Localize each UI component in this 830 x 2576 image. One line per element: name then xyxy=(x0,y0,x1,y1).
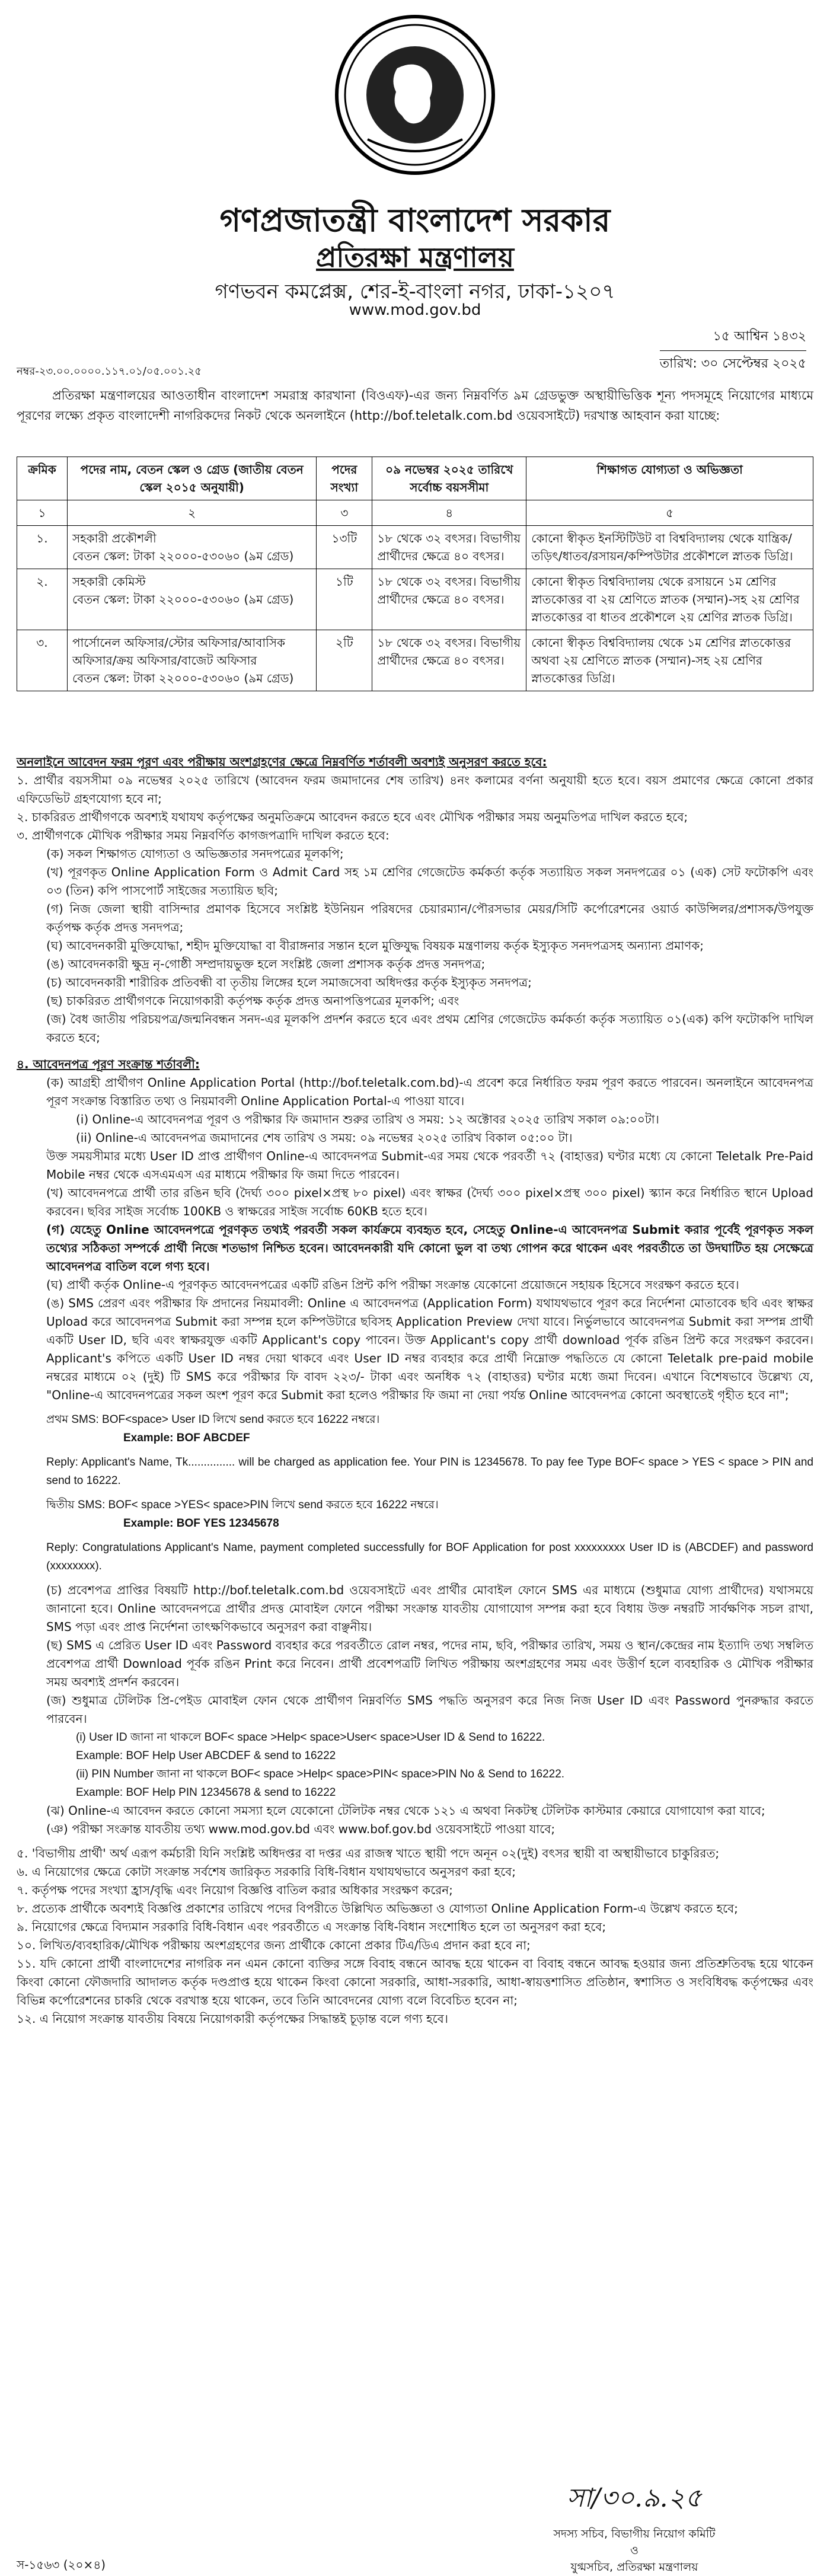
conditions-section xyxy=(17,753,813,2028)
condition-10: ১০. লিখিত/ব্যবহারিক/মৌখিক পরীক্ষায় অংশগ্রহণের জন্য প্রার্থীকে কোনো প্রকার টিএ/ডিএ প্রদান করা হবে না; xyxy=(17,1938,531,1952)
document-item: (গ) নিজ জেলা স্থায়ী বাসিন্দার প্রমাণক হিসেবে সংশ্লিষ্ট ইউনিয়ন পরিষদের চেয়ারম্যান/পৌরসভার মেয়র/সিটি কর্পোরেশনের ওয়ার্ড কাউন্সিলর/প্রশাসক/উপযুক্ত কর্তৃপক্ষ কর্তৃক প্রদত্ত সনদপত্র; xyxy=(46,902,813,934)
condition-4-ja: (জ) শুধুমাত্র টেলিটক প্রি-পেইড মোবাইল ফোন থেকে প্রার্থীগণ নিম্নবর্ণিত SMS পদ্ধতি অনুসরণ করে নিজ নিজ User ID এবং Password পুনরুদ্ধার করতে পারবেন। xyxy=(46,1693,813,1726)
condition-4-cha: (ছ) SMS এ প্রেরিত User ID এবং Password ব্যবহার করে পরবর্তীতে রোল নম্বর, পদের নাম, ছবি, পরীক্ষার তারিখ, সময় ও স্থান/কেন্দ্রের নাম ইত্যাদি তথ্য সম্বলিত প্রবেশপত্র প্রার্থী Download পূর্বক রঙিন Print করে নিবেন। প্রার্থী প্রবেশপত্রটি লিখিত পরীক্ষায় অংশগ্রহণের সময় এবং উত্তীর্ণ হলে ব্যবহারিক ও মৌখিক পরীক্ষার সময় অবশ্যই প্রদর্শন করবেন। xyxy=(46,1638,813,1689)
sms-second-label: দ্বিতীয় SMS: BOF< space >YES< space>PIN লিখে send করতে হবে 16222 নম্বরে। xyxy=(46,1499,439,1511)
table-row xyxy=(17,526,813,569)
document-item: (ঙ) আবেদনকারী ক্ষুদ্র নৃ-গোষ্ঠী সম্প্রদায়ভুক্ত হলে সংশ্লিষ্ট জেলা প্রশাসক কর্তৃক প্রদত্ত সনদপত্র; xyxy=(46,957,486,971)
sms-first-example: Example: BOF ABCDEF xyxy=(123,1432,250,1444)
footer-code: স-১৫৬৩ (২০×৪) xyxy=(17,2558,106,2572)
document-item: (ছ) চাকরিরত প্রার্থীগণকে নিয়োগকারী কর্তৃপক্ষ কর্তৃক প্রদত্ত অনাপত্তিপত্রের মূলকপি; এবং xyxy=(46,994,459,1008)
qualification-cell: কোনো স্বীকৃত ইনস্টিটিউট বা বিশ্ববিদ্যালয় থেকে যান্ত্রিক/তড়িৎ/ধাতব/রসায়ন/কম্পিউটার প্রকৌশলে স্নাতক ডিগ্রি। xyxy=(526,526,813,569)
condition-11: ১১. যদি কোনো প্রার্থী বাংলাদেশের নাগরিক নন এমন কোনো ব্যক্তির সঙ্গে বিবাহ বন্ধনে আবদ্ধ হয়ে থাকেন বা বিবাহ বন্ধনে আবদ্ধ হওয়ার জন্য প্রতিশ্রুতিবদ্ধ হয়ে থাকেন কিংবা কোনো ফৌজদারি আদালত কর্তৃক দণ্ডপ্রাপ্ত হয়ে থাকেন কিংবা কোনো সরকারি, আধা-সরকারি, আধা-স্বায়ত্তশাসিত প্রতিষ্ঠান, স্বশাসিত ও সংবিধিবদ্ধ কর্তৃপক্ষের এবং বিভিন্ন কর্পোরেশনের চাকরি থেকে বরখাস্ত হয়ে থাকেন, তবে তিনি আবেদনের যোগ্য বলে বিবেচিত হবেন না; xyxy=(17,1956,813,2007)
post-cell xyxy=(67,630,316,691)
post-name: পার্সোনেল অফিসার/স্টোর অফিসার/আবাসিক অফিসার/ক্রয় অফিসার/বাজেট অফিসার xyxy=(72,636,286,668)
serial-cell: ২. xyxy=(17,569,68,630)
age-cell: ১৮ থেকে ৩২ বৎসর। বিভাগীয় প্রার্থীদের ক্ষেত্রে ৪০ বৎসর। xyxy=(372,630,526,691)
condition-1: ১. প্রার্থীর বয়সসীমা ০৯ নভেম্বর ২০২৫ তারিখে (আবেদন ফরম জমাদানের শেষ তারিখ) ৪নং কলামের বর্ণনা অনুযায়ী হতে হবে। বয়স প্রমাণের ক্ষেত্রে কোনো প্রকার এফিডেভিট গ্রহণযোগ্য হবে না; xyxy=(17,773,813,806)
condition-4-nio: (ঞ) পরীক্ষা সংক্রান্ত যাবতীয় তথ্য www.mod.gov.bd এবং www.bof.gov.bd ওয়েবসাইটে পাওয়া যাবে; xyxy=(46,1822,556,1836)
recover-user-id-example: Example: BOF Help User ABCDEF & send to 16222 xyxy=(76,1750,336,1762)
condition-5: ৫. 'বিভাগীয় প্রার্থী' অর্থ এরূপ কর্মচারী যিনি সংশ্লিষ্ট অধিদপ্তর বা দপ্তর এর রাজস্ব খাতে স্থায়ী পদে অনূন ০২(দুই) বৎসর স্থায়ী বা অস্থায়ীভাবে চাকুরিরত; xyxy=(17,1846,720,1860)
memo-number: নম্বর-২৩.০০.০০০০.১১৭.০১/০৫.০০১.২৫ xyxy=(17,365,202,378)
column-number: ৪ xyxy=(372,500,526,526)
condition-4-ca: (চ) প্রবেশপত্র প্রাপ্তির বিষয়টি http://bof.teletalk.com.bd ওয়েবসাইটে এবং প্রার্থীর মোবাইল ফোনে SMS এর মাধ্যমে (শুধুমাত্র যোগ্য প্রার্থীদের) যথাসময়ে জানানো হবে। Online আবেদনপত্রে প্রার্থীর প্রদত্ত মোবাইল ফোনে পরীক্ষা সংক্রান্ত যাবতীয় যোগাযোগ সম্পন্ন করা হবে বিধায় উক্ত নম্বরটি সার্বক্ষণিক সচল রাখা, SMS পড়া এবং প্রাপ্ত নির্দেশনা তাৎক্ষণিকভাবে অনুসরণ করা বাঞ্ছনীয়। xyxy=(46,1583,813,1634)
condition-9: ৯. নিয়োগের ক্ষেত্রে বিদ্যমান সরকারি বিধি-বিধান এবং পরবর্তীতে এ সংক্রান্ত বিধি-বিধান সংশোধিত হলে তা অনুসরণ করা হবে; xyxy=(17,1920,606,1934)
post-name: সহকারী কেমিস্ট xyxy=(72,574,146,589)
condition-4-ka-i: (i) Online-এ আবেদনপত্র পূরণ ও পরীক্ষার ফি জমাদান শুরুর তারিখ ও সময়: ১২ অক্টোবর ২০২৫ তারিখ সকাল ০৯:০০টা। xyxy=(76,1112,659,1126)
condition-3: ৩. প্রার্থীগণকে মৌখিক পরীক্ষার সময় নিম্নবর্ণিত কাগজপত্রাদি দাখিল করতে হবে: xyxy=(17,828,390,842)
post-name: সহকারী প্রকৌশলী xyxy=(72,531,157,545)
condition-6: ৬. এ নিয়োগের ক্ষেত্রে কোটা সংক্রান্ত সর্বশেষ জারিকৃত সরকারি বিধি-বিধান যথাযথভাবে অনুসরণ করা হবে; xyxy=(17,1865,516,1879)
condition-8: ৮. প্রত্যেক প্রার্থীকে অবশ্যই বিজ্ঞপ্তি প্রকাশের তারিখে পদের বিপরীতে উল্লিখিত অভিজ্ঞতা ও যোগ্যতা Online Application Form-এ উল্লেখ করতে হবে; xyxy=(17,1901,738,1916)
condition-4-ka: (ক) আগ্রহী প্রার্থীগণ Online Application Portal (http://bof.teletalk.com.bd)-এ প্রবেশ করে নির্ধারিত ফরম পূরণ করতে পারবেন। অনলাইনে আবেদনপত্র পূরণ সংক্রান্ত বিস্তারিত তথ্য ও নিয়মাবলী Online Application Portal-এ পাওয়া যাবে। xyxy=(46,1075,813,1108)
recover-pin: (ii) PIN Number জানা না থাকলে BOF< space >Help< space>PIN< space>PIN No & Send to 16222. xyxy=(76,1768,565,1780)
table-header-row xyxy=(17,457,813,500)
count-cell: ১টি xyxy=(317,569,372,630)
signatory-line-1: সদস্য সচিব, বিভাগীয় নিয়োগ কমিটি xyxy=(553,2527,716,2540)
column-number: ৫ xyxy=(526,500,813,526)
condition-7: ৭. কর্তৃপক্ষ পদের সংখ্যা হ্রাস/বৃদ্ধি এবং নিয়োগ বিজ্ঞপ্তি বাতিল করার অধিকার সংরক্ষণ করেন; xyxy=(17,1883,453,1897)
condition-2: ২. চাকরিরত প্রার্থীগণকে অবশ্যই যথাযথ কর্তৃপক্ষের অনুমতিক্রমে আবেদন করতে হবে এবং মৌখিক পরীক্ষার সময় অনুমতিপত্র দাখিল করতে হবে; xyxy=(17,810,688,824)
table-row xyxy=(17,630,813,691)
government-title: গণপ্রজাতন্ত্রী বাংলাদেশ সরকার xyxy=(219,201,611,239)
condition-4-gha: (ঘ) প্রার্থী কর্তৃক Online-এ পূরণকৃত আবেদনপত্রের একটি রঙিন প্রিন্ট কপি পরীক্ষা সংক্রান্ত যেকোনো প্রয়োজনে সহায়ক হিসেবে সংরক্ষণ করতে হবে। xyxy=(46,1278,739,1292)
sms-first-label: প্রথম SMS: BOF<space> User ID লিখে send করতে হবে 16222 নম্বরে। xyxy=(46,1413,380,1426)
condition-12: ১২. এ নিয়োগ সংক্রান্ত যাবতীয় বিষয়ে নিয়োগকারী কর্তৃপক্ষের সিদ্ধান্তই চূড়ান্ত বলে গণ্য হবে। xyxy=(17,2012,448,2026)
condition-4-jha: (ঝ) Online-এ আবেদন করতে কোনো সমস্যা হলে যেকোনো টেলিটক নম্বর থেকে ১২১ এ অথবা নিকটস্থ টেলিটক কাস্টমার কেয়ারে যোগাযোগ করা যাবে; xyxy=(46,1803,765,1818)
qualification-cell: কোনো স্বীকৃত বিশ্ববিদ্যালয় থেকে রসায়নে ১ম শ্রেণির স্নাতকোত্তর বা ২য় শ্রেণিতে স্নাতক (সম্মান)-সহ ২য় শ্রেণির স্নাতকোত্তর বা ধাতব প্রকৌশলে ২য় শ্রেণির স্নাতক ডিগ্রি। xyxy=(526,569,813,630)
condition-4-kha: (খ) আবেদনপত্রে প্রার্থী তার রঙিন ছবি (দৈর্ঘ্য ৩০০ pixel×প্রস্থ ৮০ pixel) এবং স্বাক্ষর (দৈর্ঘ্য ৩০০ pixel×প্রস্থ ৩০০ pixel) স্ক্যান করে নির্ধারিত স্থানে Upload করবেন। ছবির সাইজ সর্বোচ্চ 100KB ও স্বাক্ষরের সাইজ সর্বোচ্চ 60KB হতে হবে। xyxy=(46,1186,813,1218)
document-item: (খ) পূরণকৃত Online Application Form ও Admit Card সহ ১ম শ্রেণির গেজেটেড কর্মকর্তা কর্তৃক সত্যায়িত সকল সনদপত্রের ০১ (এক) সেট ফটোকপি এবং ০৩ (তিন) কপি পাসপোর্ট সাইজের সত্যায়িত ছবি; xyxy=(46,865,813,898)
date-bangla: ১৫ আশ্বিন ১৪৩২ xyxy=(713,329,806,344)
pay-scale: বেতন স্কেল: টাকা ২২০০০-৫৩০৬০ (৯ম গ্রেড) xyxy=(72,671,294,685)
intro-paragraph: প্রতিরক্ষা মন্ত্রণালয়ের আওতাধীন বাংলাদেশ সমরাস্ত্র কারখানা (বিওএফ)-এর জন্য নিম্নবর্ণিত ৯ম গ্রেডভুক্ত অস্থায়ীভিত্তিক শূন্য পদসমূহে নিয়োগের মাধ্যমে পূরণের লক্ষ্যে প্রকৃত বাংলাদেশী নাগরিকদের নিকট থেকে অনলাইনে (http://bof.teletalk.com.bd ওয়েবসাইটে) দরখাস্ত আহবান করা যাচ্ছে: xyxy=(17,388,813,423)
table-row xyxy=(17,569,813,630)
column-number: ১ xyxy=(17,500,68,526)
condition-4-ka-tail: উক্ত সময়সীমার মধ্যে User ID প্রাপ্ত প্রার্থীগণ Online-এ আবেদনপত্র Submit-এর সময় থেকে পরবর্তী ৭২ (বাহাত্তর) ঘণ্টার মধ্যে যে কোনো Teletalk Pre-Paid Mobile নম্বর থেকে এসএমএস এর মাধ্যমে পরীক্ষার ফি জমা দিতে পারবেন। xyxy=(46,1149,813,1182)
office-address: গণভবন কমপ্লেক্স, শের-ই-বাংলা নগর, ঢাকা-১২০৭ xyxy=(215,280,615,304)
header-cell: পদের নাম, বেতন স্কেল ও গ্রেড (জাতীয় বেতন স্কেল ২০১৫ অনুযায়ী) xyxy=(67,457,316,500)
posts-table xyxy=(17,457,813,691)
condition-4-ka-ii: (ii) Online-এ আবেদনপত্র জমাদানের শেষ তারিখ ও সময়: ০৯ নভেম্বর ২০২৫ তারিখ বিকাল ০৫:০০ টা। xyxy=(76,1131,573,1145)
condition-4: ৪. আবেদনপত্র পূরণ সংক্রান্ত শর্তাবলী: xyxy=(17,1057,200,1071)
condition-4-uma: (ঙ) SMS প্রেরণ এবং পরীক্ষার ফি প্রদানের নিয়মাবলী: Online এ আবেদনপত্র (Application Form) যথাযথভাবে পূরণ করে নির্দেশনা মোতাবেক ছবি এবং স্বাক্ষর Upload করে আবেদনপত্র Submit করা সম্পন্ন হলে কম্পিউটারে ছবিসহ Application Preview দেখা যাবে। নির্ভুলভাবে আবেদনপত্র Submit করা সম্পন্ন প্রার্থী একটি User ID, ছবি এবং স্বাক্ষরযুক্ত একটি Applicant's copy পাবেন। উক্ত Applicant's copy প্রার্থী download পূর্বক রঙিন প্রিন্ট করে সংরক্ষণ করবেন। Applicant's কপিতে একটি User ID নম্বর দেয়া থাকবে এবং User ID নম্বর ব্যবহার করে প্রার্থী নিম্নোক্ত পদ্ধতিতে যে কোনো Teletalk pre-paid mobile নম্বরের মাধ্যমে ০২ (দুই) টি SMS করে পরীক্ষার ফি বাবদ ২২৩/- টাকা এবং অনধিক ৭২ (বাহাত্তর) ঘণ্টার মধ্যে জমা দিবেন। এখানে বিশেষভাবে উল্লেখ্য যে, "Online-এ আবেদনপত্রের সকল অংশ পূরণ করে Submit করা হলেও পরীক্ষার ফি জমা না দেয়া পর্যন্ত Online আবেদনপত্র কোনো অবস্থাতেই গৃহীত হবে না"; xyxy=(46,1296,813,1402)
signatory-line-3: যুগ্মসচিব, প্রতিরক্ষা মন্ত্রণালয় xyxy=(570,2561,698,2574)
count-cell: ২টি xyxy=(317,630,372,691)
pay-scale: বেতন স্কেল: টাকা ২২০০০-৫৩০৬০ (৯ম গ্রেড) xyxy=(72,592,294,607)
government-seal-icon xyxy=(332,12,498,178)
sms-second-reply: Reply: Congratulations Applicant's Name, payment completed successfully for BOF Application for post xxxxxxxxx User ID is (ABCDEF) and password (xxxxxxxx). xyxy=(46,1541,813,1572)
recover-pin-example: Example: BOF Help PIN 12345678 & send to 16222 xyxy=(76,1786,336,1799)
qualification-cell: কোনো স্বীকৃত বিশ্ববিদ্যালয় থেকে ১ম শ্রেণির স্নাতকোত্তর অথবা ২য় শ্রেণিতে স্নাতক (সম্মান)-সহ ২য় শ্রেণির স্নাতকোত্তর ডিগ্রি। xyxy=(526,630,813,691)
date-block xyxy=(660,326,806,375)
header-cell: পদের সংখ্যা xyxy=(317,457,372,500)
column-number: ২ xyxy=(67,500,316,526)
document-item: (ঘ) আবেদনকারী মুক্তিযোদ্ধা, শহীদ মুক্তিযোদ্ধা বা বীরাঙ্গনার সন্তান হলে মুক্তিযুদ্ধ বিষয়ক মন্ত্রণালয় কর্তৃক ইস্যুকৃত সনদপত্রসহ অন্যান্য প্রমাণক; xyxy=(46,939,704,953)
signature-block xyxy=(480,2483,788,2575)
post-cell xyxy=(67,526,316,569)
sms-second-example: Example: BOF YES 12345678 xyxy=(123,1517,279,1530)
document-item: (ক) সকল শিক্ষাগত যোগ্যতা ও অভিজ্ঞতার সনদপত্রের মূলকপি; xyxy=(46,847,344,861)
signatory-line-2: ও xyxy=(630,2544,639,2557)
conditions-heading: অনলাইনে আবেদন ফরম পূরণ এবং পরীক্ষায় অংশগ্রহণের ক্ষেত্রে নিম্নবর্ণিত শর্তাবলী অবশ্যই অনুসরণ করতে হবে: xyxy=(17,755,547,769)
age-cell: ১৮ থেকে ৩২ বৎসর। বিভাগীয় প্রার্থীদের ক্ষেত্রে ৪০ বৎসর। xyxy=(372,526,526,569)
count-cell: ১৩টি xyxy=(317,526,372,569)
document-item: (চ) আবেদনকারী শারীরিক প্রতিবন্ধী বা তৃতীয় লিঙ্গের হলে সমাজসেবা অধিদপ্তর কর্তৃক ইস্যুকৃত সনদপত্র; xyxy=(46,975,532,989)
pay-scale: বেতন স্কেল: টাকা ২২০০০-৫৩০৬০ (৯ম গ্রেড) xyxy=(72,549,294,563)
date-label: তারিখ: xyxy=(659,356,697,371)
header-cell: ক্রমিক xyxy=(17,457,68,500)
sms-first-reply: Reply: Applicant's Name, Tk............... will be charged as application fee. Your PIN is 12345678. To pay fee Type BOF< space > YES < space > PIN and send to 16222. xyxy=(46,1456,813,1487)
document-item: (জ) বৈধ জাতীয় পরিচয়পত্র/জন্মনিবন্ধন সনদ-এর মূলকপি প্রদর্শন করতে হবে এবং প্রথম শ্রেণির গেজেটেড কর্মকর্তা কর্তৃক সত্যায়িত ০১(এক) কপি ফটোকপি দাখিল করতে হবে; xyxy=(46,1012,813,1045)
date-english: ৩০ সেপ্টেম্বর ২০২৫ xyxy=(701,356,806,371)
serial-cell: ৩. xyxy=(17,630,68,691)
condition-4-ga: (গ) যেহেতু Online আবেদনপত্রে পূরণকৃত তথ্যই পরবর্তী সকল কার্যক্রমে ব্যবহৃত হবে, সেহেতু Online-এ আবেদনপত্র Submit করার পূর্বেই পূরণকৃত সকল তথ্যের সঠিকতা সম্পর্কে প্রার্থী নিজে শতভাগ নিশ্চিত হবেন। আবেদনকারী যদি কোনো ভুল বা তথ্য গোপন করে থাকেন এবং পরবর্তীতে তা উদঘাটিত হয় সেক্ষেত্রে আবেদনপত্র বাতিল বলে গণ্য হবে। xyxy=(46,1222,813,1273)
recover-user-id: (i) User ID জানা না থাকলে BOF< space >Help< space>User< space>User ID & Send to 16222. xyxy=(76,1731,545,1744)
age-cell: ১৮ থেকে ৩২ বৎসর। বিভাগীয় প্রার্থীদের ক্ষেত্রে ৪০ বৎসর। xyxy=(372,569,526,630)
serial-cell: ১. xyxy=(17,526,68,569)
ministry-name: প্রতিরক্ষা মন্ত্রণালয় xyxy=(316,241,514,273)
signature-scribble: সা/৩০.৯.২৫ xyxy=(567,2483,702,2513)
header-cell: শিক্ষাগত যোগ্যতা ও অভিজ্ঞতা xyxy=(526,457,813,500)
column-number: ৩ xyxy=(317,500,372,526)
website-link[interactable]: www.mod.gov.bd xyxy=(349,301,481,319)
column-number-row xyxy=(17,500,813,526)
header-cell: ০৯ নভেম্বর ২০২৫ তারিখে সর্বোচ্চ বয়সসীমা xyxy=(372,457,526,500)
post-cell xyxy=(67,569,316,630)
